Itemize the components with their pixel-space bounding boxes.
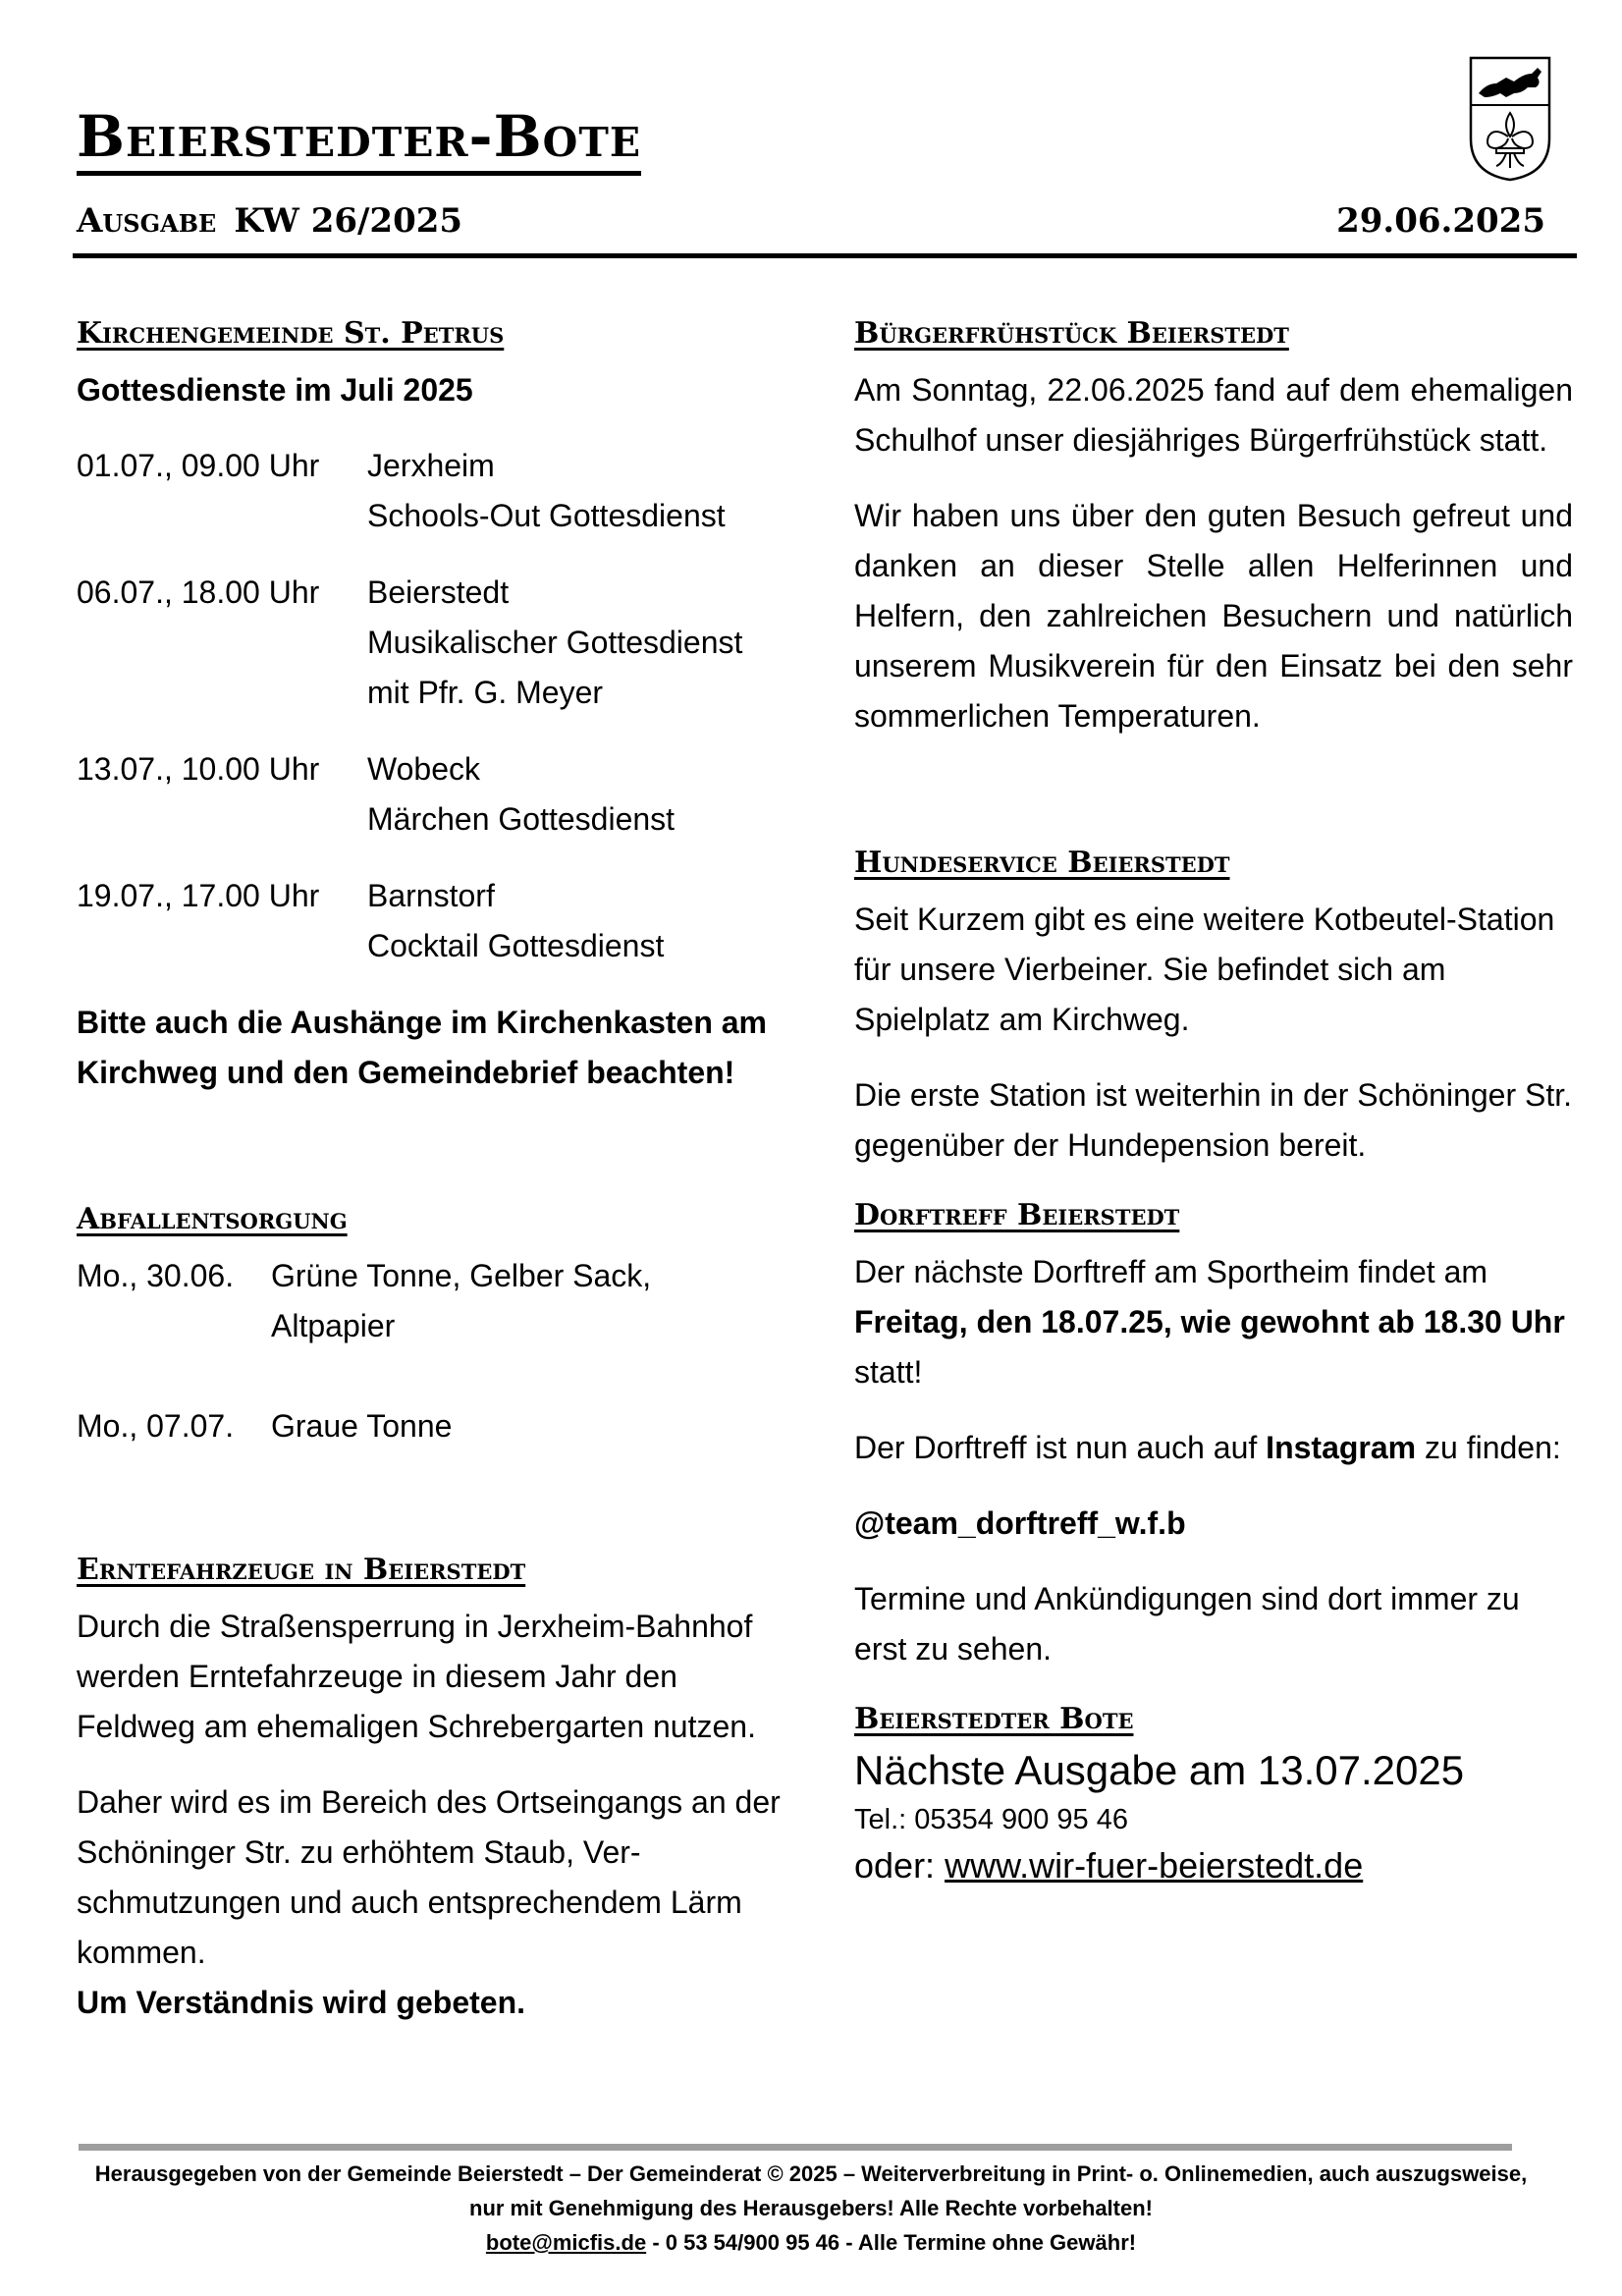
- dog-service-paragraph-2: Die erste Station ist weiterhin in der Schöninger Str. gegenüber der Hundepension bereit.: [854, 1077, 1573, 1163]
- service-row-line: Beierstedt: [367, 574, 510, 610]
- dorftreff-paragraph-1: [854, 1247, 1573, 1397]
- service-row-date: 13.07., 10.00 Uhr: [77, 751, 320, 787]
- waste-list: [77, 1251, 784, 1451]
- breakfast-paragraph-2: Wir haben uns über den guten Besuch gefreut und danken an dieser Stelle allen Helferinnen und Helfern, den zahlreichen Besuchern und natürlich unserem Musikverein für den Einsatz bei den sehr sommerlichen Temperaturen.: [854, 498, 1573, 734]
- dog-service-section: [854, 844, 1573, 1171]
- harvest-closing: Um Verständnis wird gebeten.: [77, 1985, 525, 2020]
- waste-row-details: [271, 1251, 784, 1351]
- waste-row: [77, 1251, 784, 1351]
- dog-service-heading: Hundeservice Beierstedt: [854, 846, 1230, 880]
- dorftreff-p2-text: Der Dorftreff ist nun auch auf: [854, 1430, 1258, 1465]
- service-row-details: [367, 871, 784, 971]
- dorftreff-p1-text: Der nächste Dorftreff am Sportheim findet am: [854, 1254, 1488, 1289]
- waste-row-details: [271, 1401, 784, 1451]
- waste-heading: Abfallentsorgung: [77, 1202, 348, 1236]
- issue-line: [77, 201, 1545, 241]
- church-subheading: Gottesdienste im Juli 2025: [77, 372, 473, 408]
- waste-row-line: Graue Tonne: [271, 1408, 453, 1444]
- dorftreff-date: Freitag, den 18.07.25, wie gewohnt ab 18.30 Uhr: [854, 1304, 1565, 1339]
- harvest-heading: Erntefahrzeuge in Beierstedt: [77, 1553, 526, 1587]
- service-row-date: 19.07., 17.00 Uhr: [77, 878, 320, 913]
- harvest-paragraph-1: Durch die Straßensperrung in Jerxheim-Bahnhof werden Erntefahrzeuge in diesem Jahr den Feldweg am ehemaligen Schrebergarten nutzen.: [77, 1609, 756, 1744]
- harvest-section: [77, 1551, 784, 2028]
- breakfast-section: [854, 314, 1573, 741]
- issue-number: KW 26/2025: [234, 201, 463, 241]
- waste-row-line: Altpapier: [271, 1308, 396, 1343]
- breakfast-heading: Bürgerfrühstück Beierstedt: [854, 316, 1289, 351]
- service-row-line: mit Pfr. G. Meyer: [367, 675, 604, 710]
- service-list: [77, 441, 784, 971]
- dorftreff-p1-end: statt!: [854, 1354, 923, 1390]
- issue-label-text: Ausgabe: [77, 201, 217, 241]
- website-prefix: oder:: [854, 1845, 936, 1886]
- right-column: [854, 314, 1573, 1890]
- service-row-line: Musikalischer Gottesdienst: [367, 625, 743, 660]
- service-row-line: Märchen Gottesdienst: [367, 801, 676, 837]
- footer-copyright: Herausgegeben von der Gemeinde Beierstedt – Der Gemeinderat © 2025 – Weiterverbreitung in Print- o. Onlinemedien, auch auszugsweise, nur mit Genehmigung des Herausgebers! Alle Rechte vorbehalten!: [94, 2161, 1528, 2220]
- phone-number: Tel.: 05354 900 95 46: [854, 1804, 1128, 1835]
- website-line: [854, 1841, 1573, 1890]
- waste-row-date: Mo., 30.06.: [77, 1258, 235, 1293]
- service-row-line: Barnstorf: [367, 878, 495, 913]
- page-title: Beierstedter-Bote: [77, 106, 641, 176]
- dorftreff-paragraph-2: [854, 1423, 1573, 1473]
- footer-rule: [79, 2144, 1512, 2151]
- service-row-details: [367, 568, 784, 718]
- harvest-paragraph-2: Daher wird es im Bereich des Ortseingangs an der Schöninger Str. zu erhöhtem Staub, Ver-schmutzungen und auch entsprechendem Lärm kommen.: [77, 1784, 781, 1970]
- issue-label: [77, 201, 462, 241]
- coat-of-arms-icon: [1467, 54, 1553, 184]
- instagram-label: Instagram: [1266, 1430, 1417, 1465]
- footer-contact-text: - 0 53 54/900 95 46 - Alle Termine ohne Gewähr!: [652, 2230, 1137, 2255]
- footer-email-link[interactable]: bote@micfis.de: [485, 2230, 647, 2255]
- church-heading: Kirchengemeinde St. Petrus: [77, 316, 505, 351]
- dorftreff-section: [854, 1196, 1573, 1674]
- next-issue: Nächste Ausgabe am 13.07.2025: [854, 1747, 1465, 1793]
- service-row: [77, 871, 784, 971]
- waste-row-line: Grüne Tonne, Gelber Sack,: [271, 1258, 652, 1293]
- breakfast-paragraph-1: Am Sonntag, 22.06.2025 fand auf dem ehemaligen Schulhof unser diesjähriges Bürgerfrühstück statt.: [854, 372, 1573, 458]
- service-row-line: Schools-Out Gottesdienst: [367, 498, 726, 533]
- dorftreff-paragraph-3: Termine und Ankündigungen sind dort immer zu erst zu sehen.: [854, 1581, 1520, 1667]
- service-row: [77, 744, 784, 845]
- waste-row: [77, 1401, 784, 1451]
- church-note: Bitte auch die Aushänge im Kirchenkasten am Kirchweg und den Gemeindebrief beachten!: [77, 1005, 767, 1090]
- dorftreff-heading: Dorftreff Beierstedt: [854, 1198, 1180, 1232]
- service-row-line: Cocktail Gottesdienst: [367, 928, 665, 963]
- dorftreff-p2-end: zu finden:: [1425, 1430, 1561, 1465]
- bote-section: [854, 1700, 1573, 1890]
- left-column: [77, 314, 784, 2053]
- service-row: [77, 441, 784, 541]
- service-row-details: [367, 441, 784, 541]
- church-section: [77, 314, 784, 1098]
- service-row-line: Wobeck: [367, 751, 481, 787]
- service-row-date: 01.07., 09.00 Uhr: [77, 448, 320, 483]
- service-row-date: 06.07., 18.00 Uhr: [77, 574, 320, 610]
- instagram-handle: @team_dorftreff_w.f.b: [854, 1505, 1186, 1541]
- bote-heading: Beierstedter Bote: [854, 1702, 1134, 1736]
- website-link[interactable]: www.wir-fuer-beierstedt.de: [945, 1845, 1364, 1886]
- header-rule: [73, 253, 1577, 258]
- service-row: [77, 568, 784, 718]
- service-row-details: [367, 744, 784, 845]
- footer: [88, 2157, 1534, 2260]
- waste-row-date: Mo., 07.07.: [77, 1408, 235, 1444]
- waste-section: [77, 1200, 784, 1451]
- issue-date: 29.06.2025: [1336, 201, 1545, 241]
- service-row-line: Jerxheim: [367, 448, 495, 483]
- footer-contact: [88, 2225, 1534, 2260]
- dog-service-paragraph-1: Seit Kurzem gibt es eine weitere Kotbeutel-Station für unsere Vierbeiner. Sie befindet sich am Spielplatz am Kirchweg.: [854, 902, 1555, 1037]
